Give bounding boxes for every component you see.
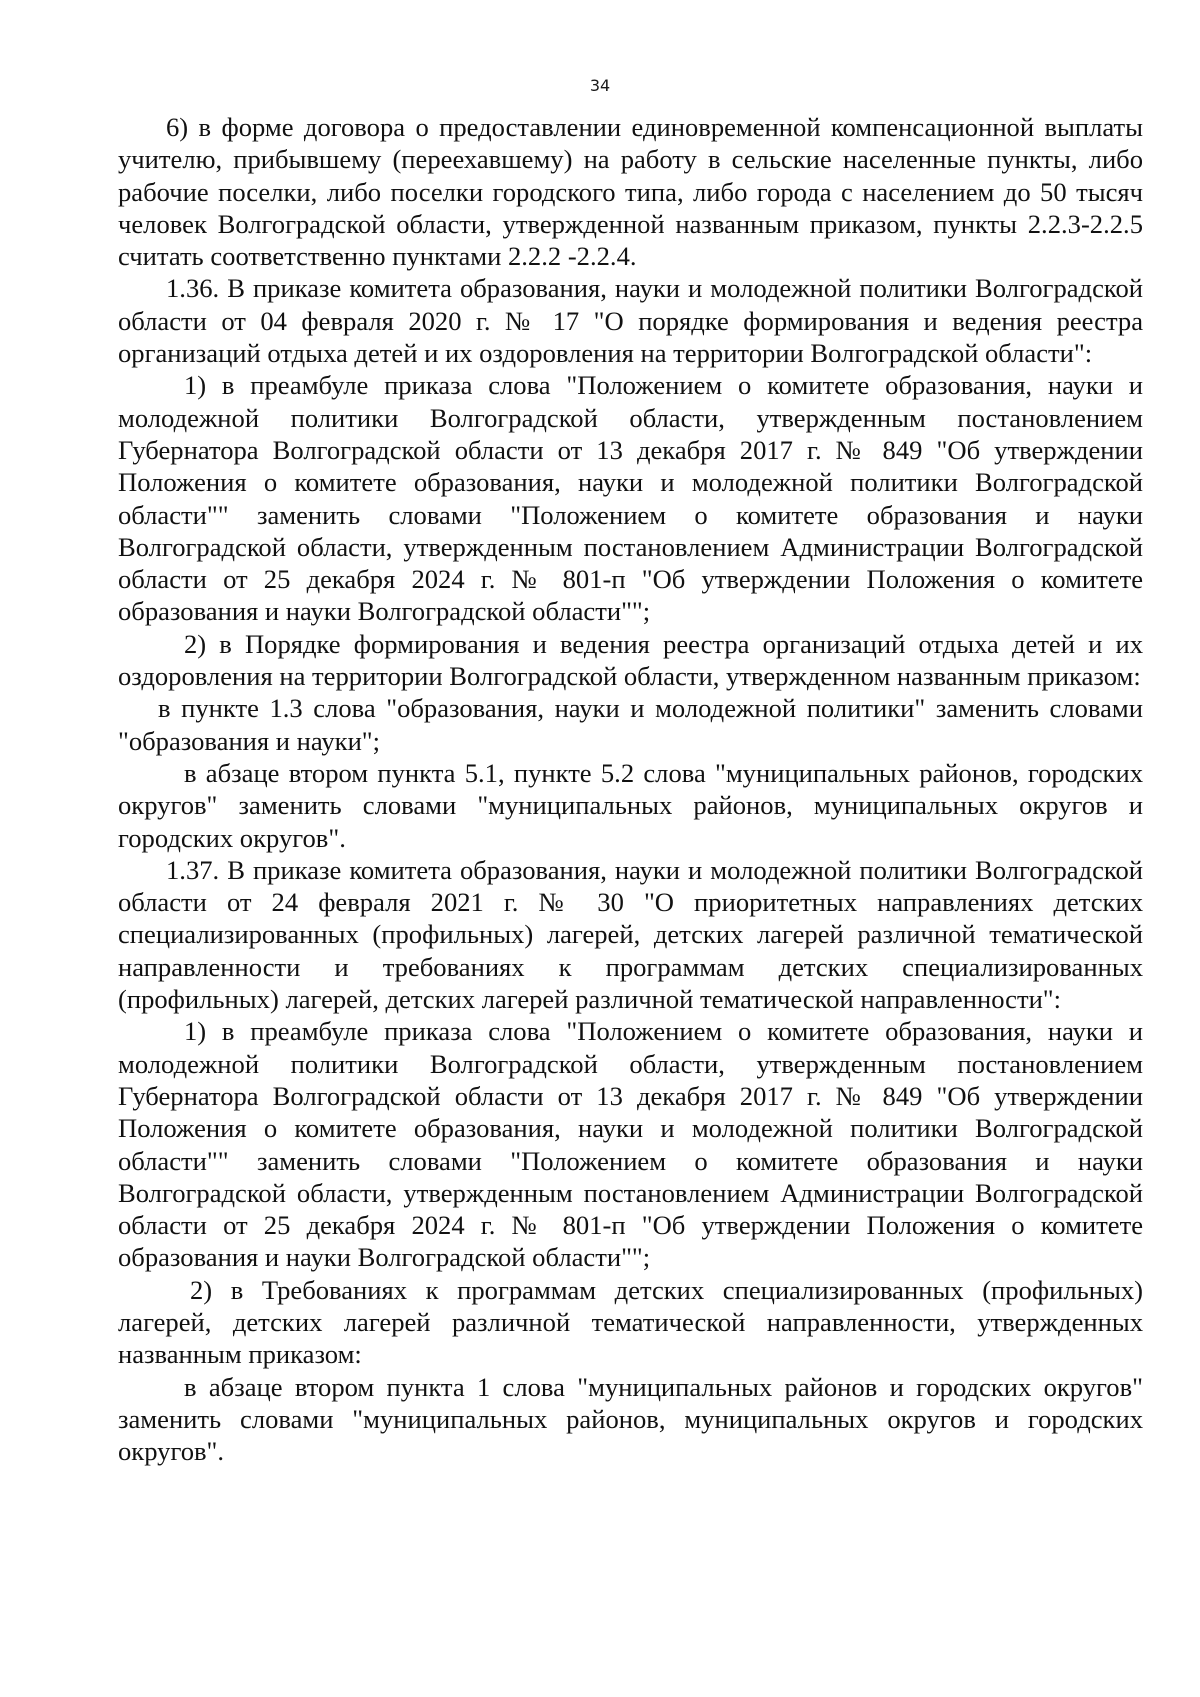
paragraph-section-1-36: 1.36. В приказе комитета образования, науки и молодежной политики Волгоградской области от 04 февраля 2020 г. № 17 "О порядке формирования и ведения реестра организаций отдыха детей и их оздоровления на территории Волгоградской области": — [118, 273, 1143, 369]
paragraph-1-37-item-1: 1) в преамбуле приказа слова "Положением о комитете образования, науки и молодежной политики Волгоградской области, утвержденным постановлением Губернатора Волгоградской области от 13 декабря 2017 г. № 849 "Об утверждении Положения о комитете образования, науки и молодежной политики Волгоградской области"" заменить словами "Положением о комитете образования и науки Волгоградской области, утвержденным постановлением Администрации Волгоградской области от 25 декабря 2024 г. № 801-п "Об утверждении Положения о комитете образования и науки Волгоградской области""; — [118, 1016, 1143, 1273]
paragraph-1-36-item-2: 2) в Порядке формирования и ведения реестра организаций отдыха детей и их оздоровления на территории Волгоградской области, утвержденном названным приказом: — [118, 628, 1143, 692]
page-number: 34 — [589, 76, 611, 95]
paragraph-section-1-37: 1.37. В приказе комитета образования, науки и молодежной политики Волгоградской области от 24 февраля 2021 г. № 30 "О приоритетных направлениях детских специализированных (профильных) лагерей, детских лагерей различной тематической направленности и требованиях к программам детских специализированных (профильных) лагерей, детских лагерей различной тематической направленности": — [118, 854, 1143, 1015]
paragraph-1-37-item-2: 2) в Требованиях к программам детских специализированных (профильных) лагерей, детских лагерей различной тематической направленности, утвержденных названным приказом: — [118, 1274, 1143, 1370]
document-body — [118, 111, 1143, 1467]
paragraph-item-6: 6) в форме договора о предоставлении единовременной компенсационной выплаты учителю, прибывшему (переехавшему) на работу в сельские населенные пункты, либо рабочие поселки, либо поселки городского типа, либо города с населением до 50 тысяч человек Волгоградской области, утвержденной названным приказом, пункты 2.2.3-2.2.5 считать соответственно пунктами 2.2.2 -2.2.4. — [118, 112, 1143, 272]
paragraph-1-37-point-1: в абзаце втором пункта 1 слова "муниципальных районов и городских округов" заменить словами "муниципальных районов, муниципальных округов и городских округов". — [118, 1371, 1143, 1467]
paragraph-1-36-point-1-3: в пункте 1.3 слова "образования, науки и молодежной политики" заменить словами "образования и науки"; — [118, 693, 1143, 756]
paragraph-1-36-point-5-1: в абзаце втором пункта 5.1, пункте 5.2 слова "муниципальных районов, городских округов" заменить словами "муниципальных районов, муниципальных округов и городских округов". — [118, 757, 1143, 853]
paragraph-1-36-item-1: 1) в преамбуле приказа слова "Положением о комитете образования, науки и молодежной политики Волгоградской области, утвержденным постановлением Губернатора Волгоградской области от 13 декабря 2017 г. № 849 "Об утверждении Положения о комитете образования, науки и молодежной политики Волгоградской области"" заменить словами "Положением о комитете образования и науки Волгоградской области, утвержденным постановлением Администрации Волгоградской области от 25 декабря 2024 г. № 801-п "Об утверждении Положения о комитете образования и науки Волгоградской области""; — [118, 370, 1143, 627]
